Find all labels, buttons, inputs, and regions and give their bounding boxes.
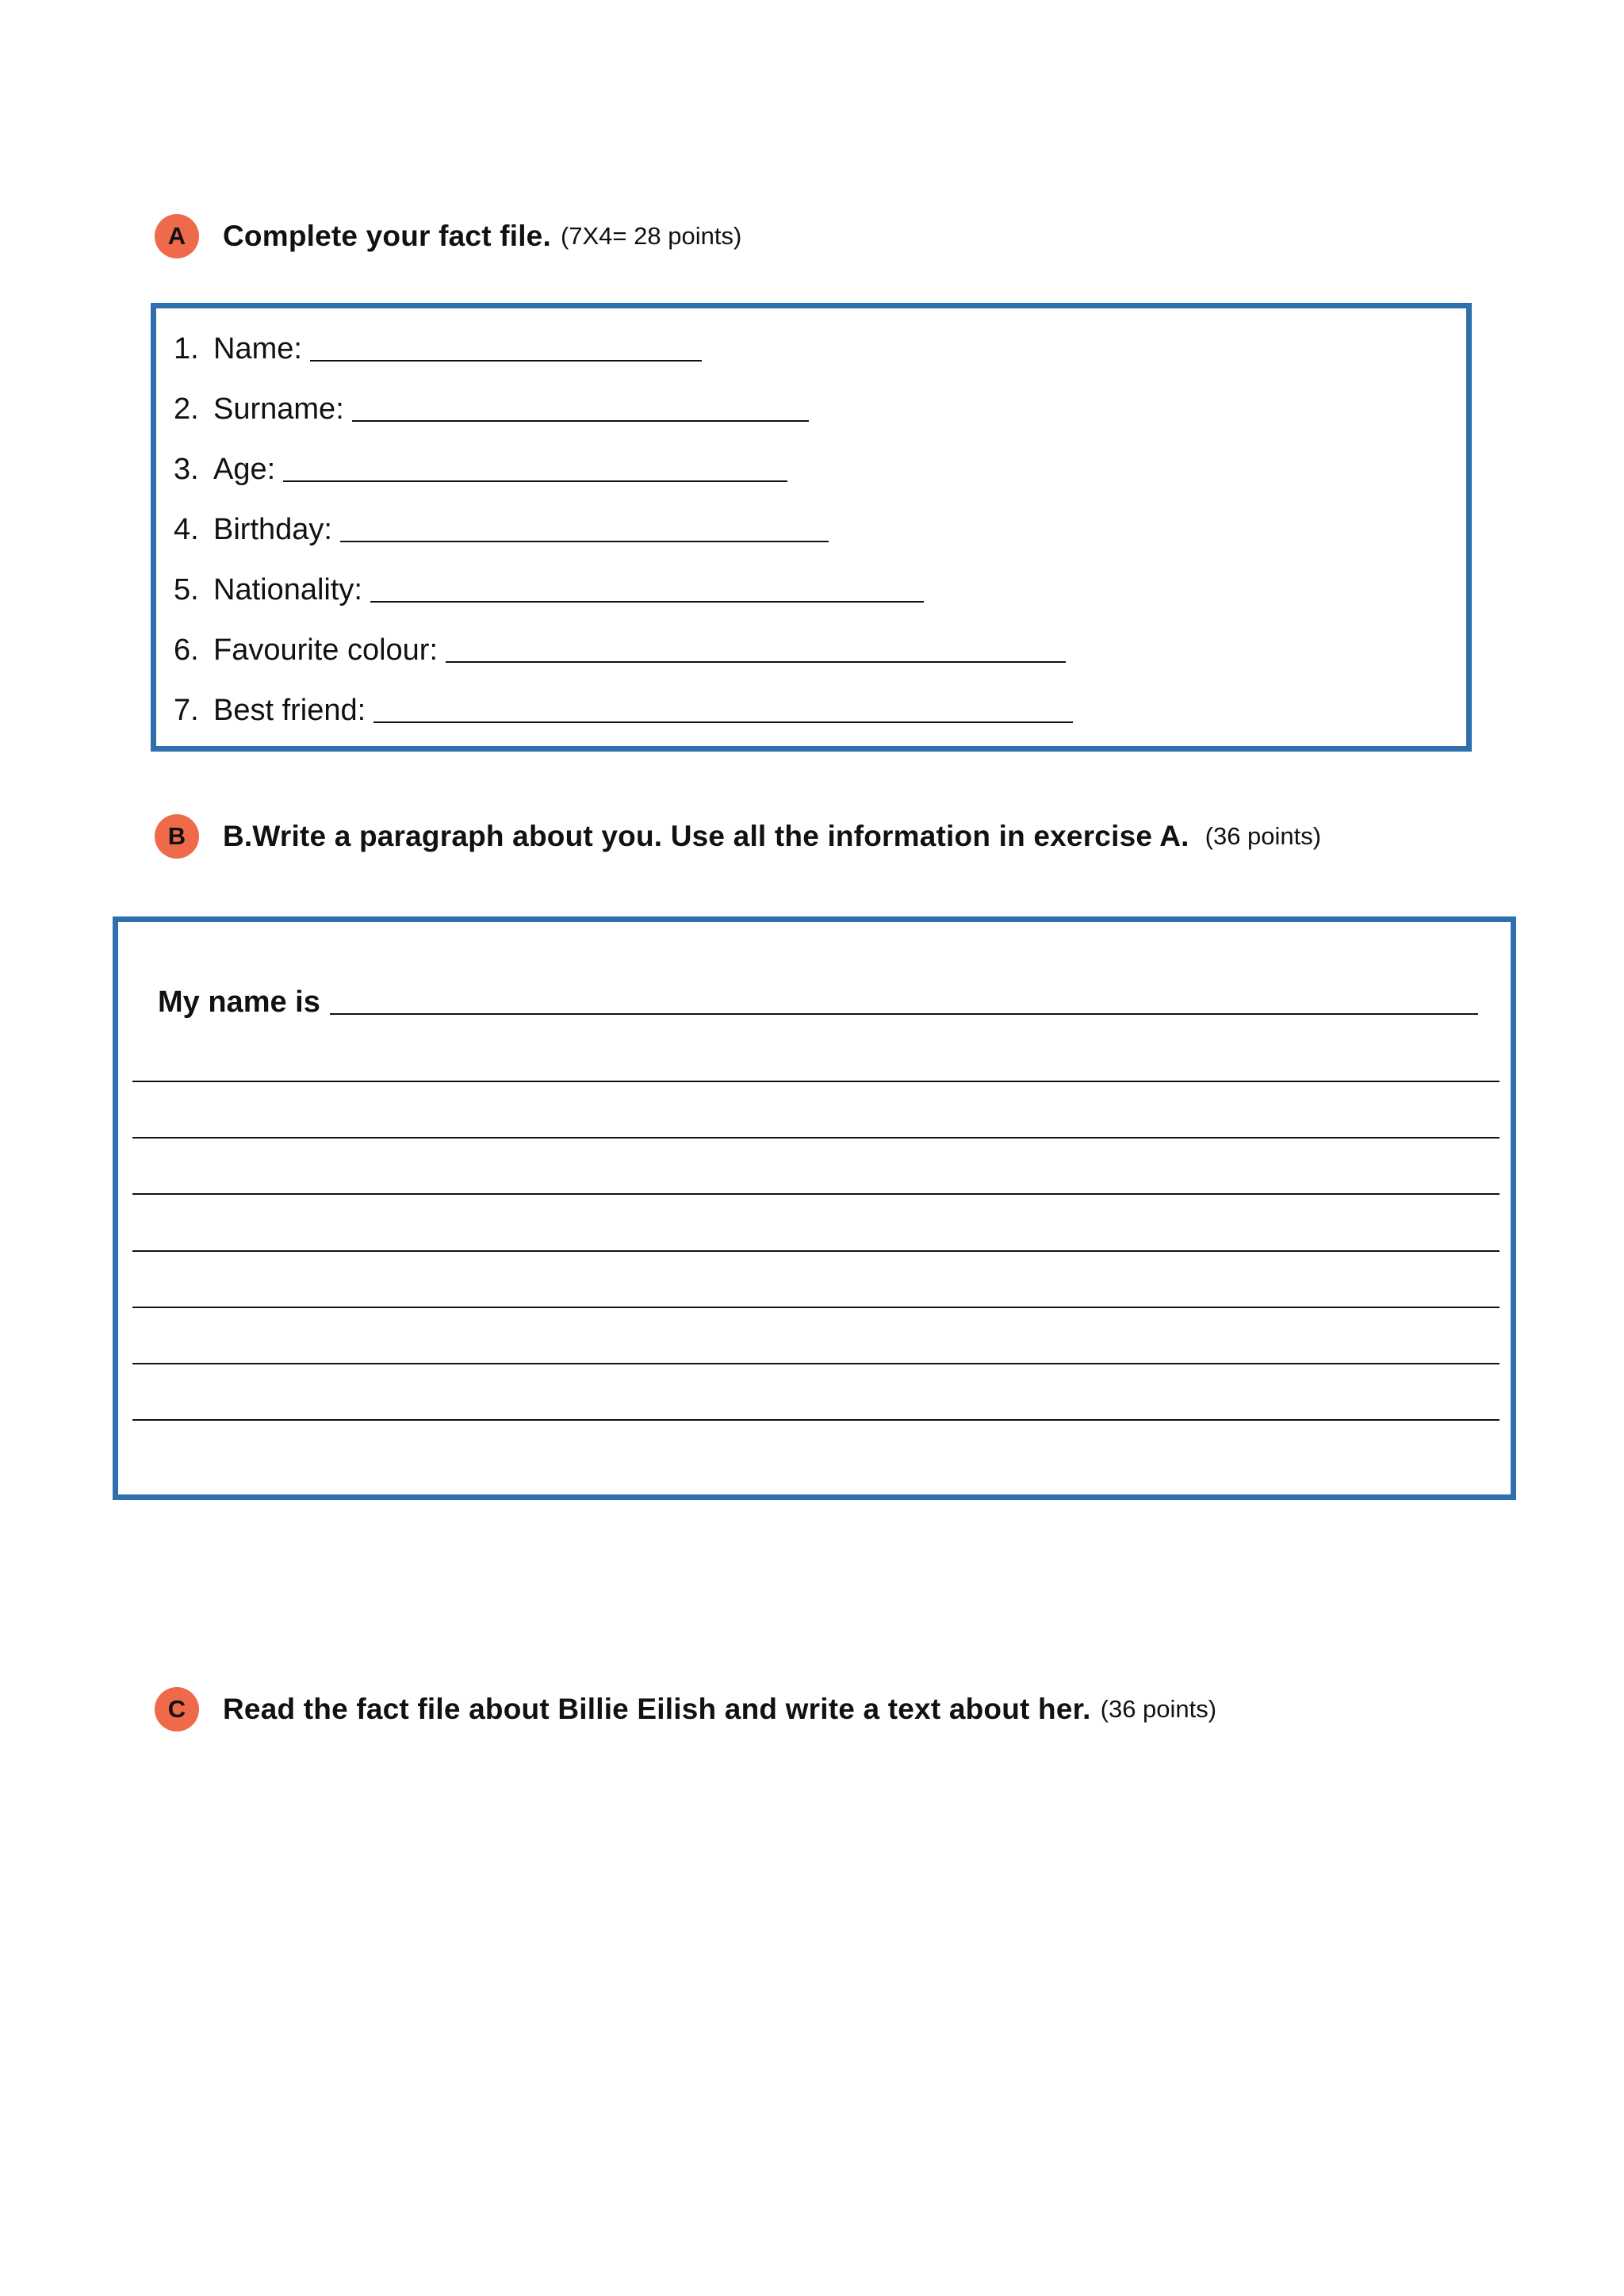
section-a-header <box>155 214 741 258</box>
fact-number: 2. <box>174 392 199 426</box>
birthday-answer-line[interactable] <box>340 517 829 542</box>
fact-label: Favourite colour: <box>213 633 439 667</box>
paragraph-starter <box>158 985 1478 1020</box>
section-c-points: (36 points) <box>1100 1695 1217 1723</box>
fact-label: Name: <box>213 332 302 365</box>
fact-number: 5. <box>174 573 199 607</box>
section-b-header <box>155 814 1321 859</box>
fact-label: Best friend: <box>213 694 366 727</box>
fact-number: 1. <box>174 332 199 365</box>
section-c-title: Read the fact file about Billie Eilish and write a text about her. <box>223 1693 1091 1725</box>
fact-number: 6. <box>174 633 199 667</box>
fact-label: Nationality: <box>213 573 362 607</box>
section-c-header <box>155 1687 1216 1732</box>
fact-row-name <box>174 332 702 366</box>
section-b-title: B.Write a paragraph about you. Use all the information in exercise A. <box>223 820 1189 852</box>
starter-text: My name is <box>158 985 320 1019</box>
paragraph-box <box>113 916 1516 1500</box>
writing-line[interactable] <box>132 1419 1500 1421</box>
section-a-points: (7X4= 28 points) <box>560 222 742 250</box>
fact-number: 7. <box>174 694 199 727</box>
writing-line[interactable] <box>132 1081 1500 1082</box>
starter-answer-line[interactable] <box>330 989 1478 1015</box>
section-a-title: Complete your fact file. <box>223 220 551 252</box>
writing-line[interactable] <box>132 1363 1500 1364</box>
writing-line[interactable] <box>132 1250 1500 1252</box>
surname-answer-line[interactable] <box>352 396 809 422</box>
nationality-answer-line[interactable] <box>370 577 924 603</box>
fact-row-nationality <box>174 573 924 607</box>
writing-line[interactable] <box>132 1137 1500 1138</box>
fact-number: 3. <box>174 453 199 486</box>
fact-row-birthday <box>174 513 829 547</box>
section-b-badge: B <box>155 814 199 859</box>
writing-line[interactable] <box>132 1193 1500 1195</box>
fact-row-best-friend <box>174 694 1073 728</box>
fact-row-age <box>174 453 787 487</box>
fact-label: Age: <box>213 453 276 486</box>
fact-number: 4. <box>174 513 199 546</box>
fact-file-box <box>151 303 1472 752</box>
fact-row-surname <box>174 392 809 427</box>
favourite-colour-answer-line[interactable] <box>446 637 1066 663</box>
section-b-points: (36 points) <box>1205 822 1322 850</box>
section-c-badge: C <box>155 1687 199 1732</box>
writing-line[interactable] <box>132 1307 1500 1308</box>
age-answer-line[interactable] <box>283 457 787 482</box>
name-answer-line[interactable] <box>310 336 702 362</box>
best-friend-answer-line[interactable] <box>373 698 1073 723</box>
fact-label: Surname: <box>213 392 344 426</box>
fact-row-favourite-colour <box>174 633 1066 668</box>
fact-label: Birthday: <box>213 513 332 546</box>
section-a-badge: A <box>155 214 199 258</box>
